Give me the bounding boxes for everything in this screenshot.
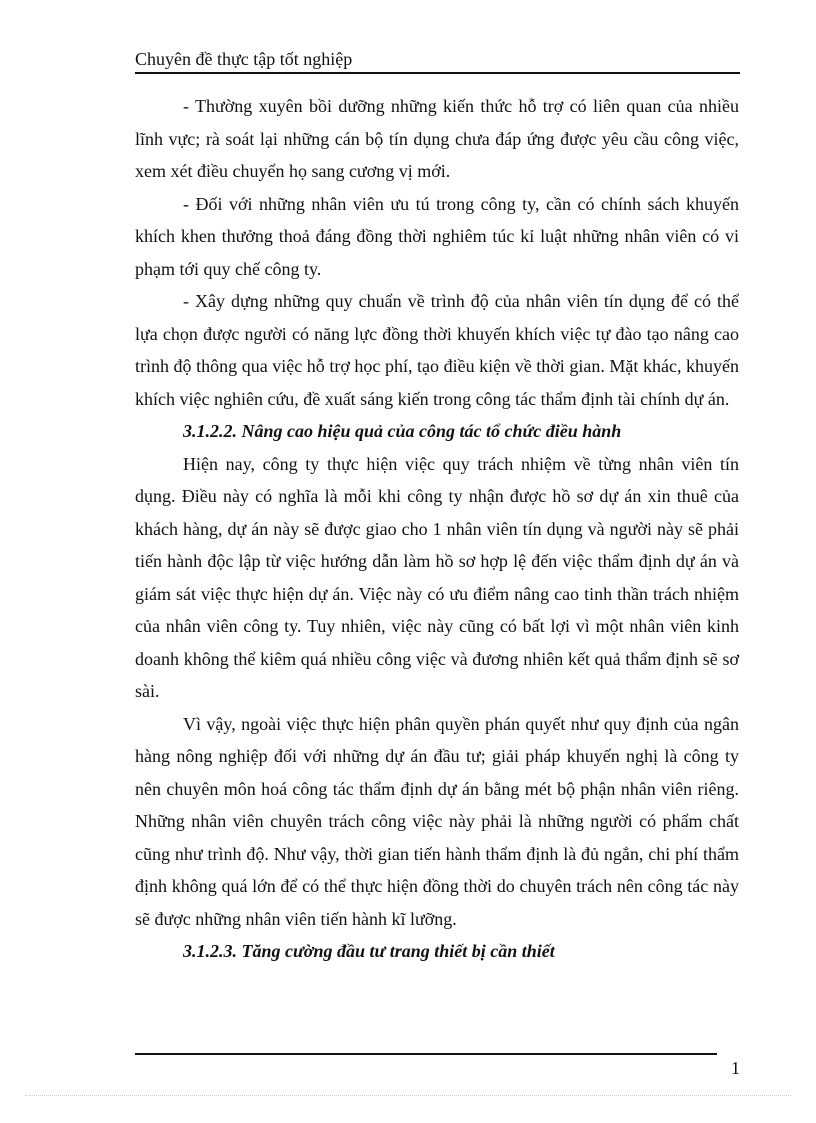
paragraph-responsibility: Hiện nay, công ty thực hiện việc quy trách nhiệm về từng nhân viên tín dụng. Điều này có nghĩa là mỗi khi công ty nhận được hồ sơ dự án xin thuê của khách hàng, dự án này sẽ được giao cho 1 nhân viên tín dụng và người này sẽ phải tiến hành độc lập từ việc hướng dẫn làm hồ sơ hợp lệ đến việc thẩm định dự án và giám sát việc thực hiện dự án. Việc này có ưu điểm nâng cao tinh thần trách nhiệm của nhân viên công ty. Tuy nhiên, việc này cũng có bất lợi vì một nhân viên kinh doanh không thể kiêm quá nhiều công việc và đương nhiên kết quả thẩm định sẽ sơ sài. — [135, 453, 739, 701]
section-heading-3-1-2-3: 3.1.2.3. Tăng cường đầu tư trang thiết bị cần thiết — [183, 941, 555, 961]
document-body — [135, 90, 739, 968]
paragraph-specialization: Vì vậy, ngoài việc thực hiện phân quyền phán quyết như quy định của ngân hàng nông nghiệp đối với những dự án đầu tư; giải pháp khuyến nghị là công ty nên chuyên môn hoá công tác thẩm định dự án bằng mét bộ phận nhân viên riêng. Những nhân viên chuyên trách công việc này phải là những người có phẩm chất cũng như trình độ. Như vậy, thời gian tiến hành thẩm định là đủ ngắn, chi phí thẩm định không quá lớn để có thể thực hiện đồng thời do chuyên trách nên công tác này sẽ được những nhân viên tiến hành kĩ lưỡng. — [135, 713, 739, 929]
footer-divider — [135, 1053, 717, 1055]
section-heading-3-1-2-2: 3.1.2.2. Nâng cao hiệu quả của công tác tổ chức điều hành — [183, 421, 622, 441]
running-header: Chuyên đề thực tập tốt nghiệp — [135, 48, 740, 74]
paragraph-training: - Thường xuyên bồi dưỡng những kiến thức hỗ trợ có liên quan của nhiều lĩnh vực; rà soát lại những cán bộ tín dụng chưa đáp ứng được yêu cầu công việc, xem xét điều chuyển họ sang cương vị mới. — [135, 96, 739, 181]
page-number: 1 — [731, 1058, 740, 1078]
paragraph-rewards: - Đối với những nhân viên ưu tú trong công ty, cần có chính sách khuyến khích khen thưởng thoả đáng đồng thời nghiêm túc kỉ luật những nhân viên có vi phạm tới quy chế công ty. — [135, 193, 739, 279]
paragraph-standards: - Xây dựng những quy chuẩn về trình độ của nhân viên tín dụng để có thể lựa chọn được người có năng lực đồng thời khuyến khích việc tự đào tạo nâng cao trình độ thông qua việc hỗ trợ học phí, tạo điều kiện về thời gian. Mặt khác, khuyến khích việc nghiên cứu, đề xuất sáng kiến trong công tác thẩm định tài chính dự án. — [135, 291, 739, 409]
page-bottom-border — [25, 1095, 791, 1096]
